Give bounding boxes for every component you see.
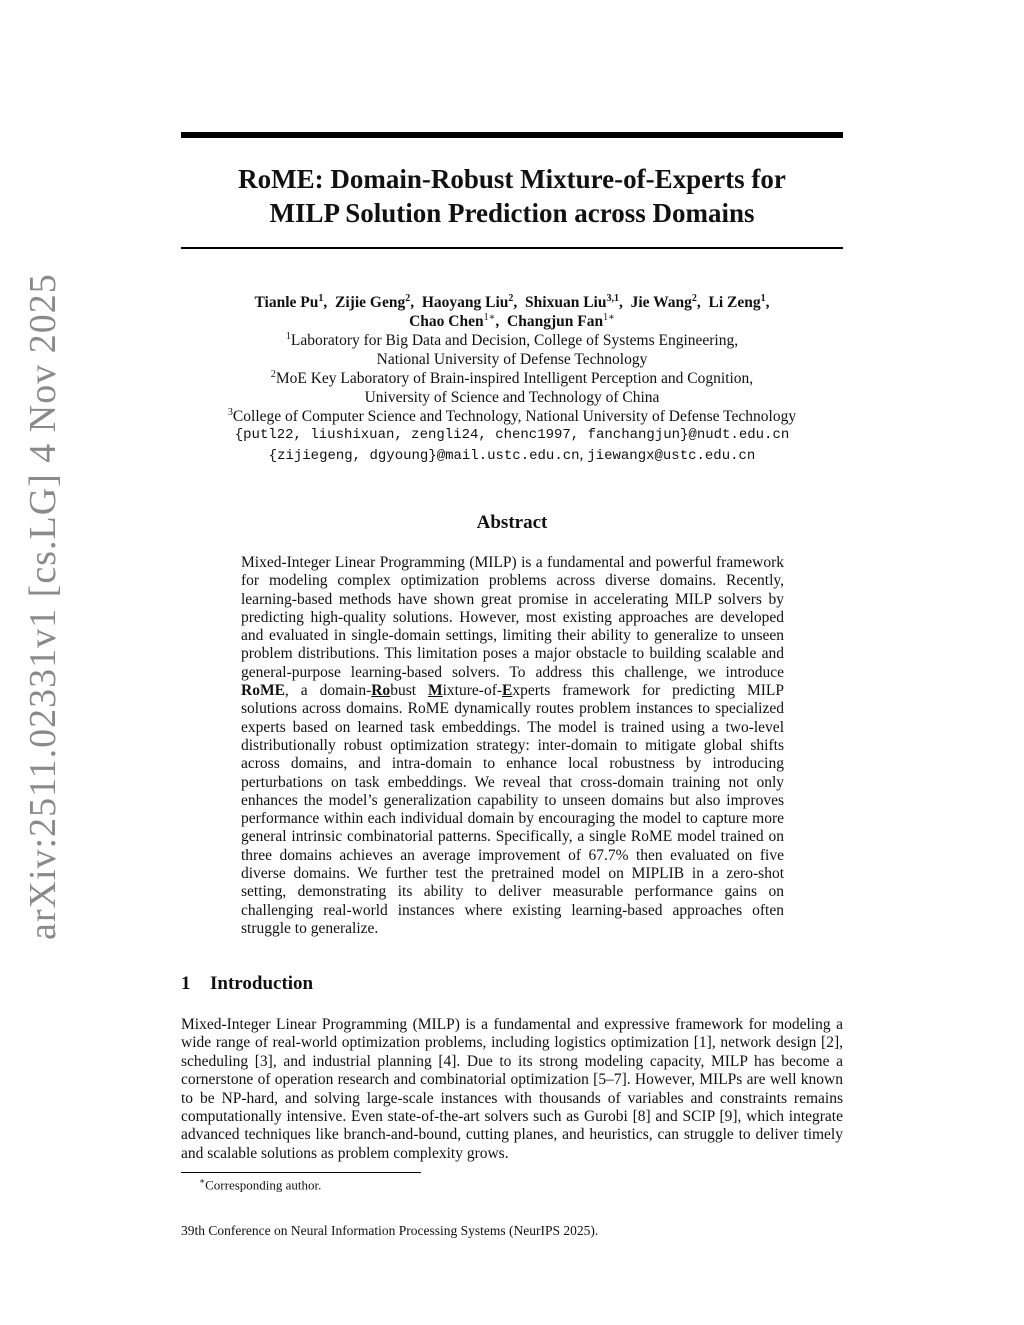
arxiv-identifier: arXiv:2511.02331v1 [cs.LG] 4 Nov 2025 <box>22 273 64 940</box>
conference-note: 39th Conference on Neural Information Processing Systems (NeurIPS 2025). <box>181 1223 599 1238</box>
affiliation-2-institution: University of Science and Technology of China <box>364 389 660 406</box>
author-name: Jie Wang <box>630 294 692 311</box>
title-line-2: MILP Solution Prediction across Domains <box>269 198 755 228</box>
affiliation-mark: 3 <box>227 406 233 418</box>
author-affiliation-mark: 2 <box>405 292 411 304</box>
introduction-body: Mixed-Integer Linear Programming (MILP) is a fundamental and expressive framework for modeling a wide range of real-world optimization problems, including logistics optimization [1], network design [2], scheduling [3], and industrial planning [4]. Due to its strong modeling capacity, MILP has become a cornerstone of operation research and combinatorial optimization [5–7]. However, MILPs are well known to be NP-hard, and solving large-scale instances with thousands of variables and constraints remains computationally intensive. Even state-of-the-art solvers such as Gurobi [8] and SCIP [9], which integrate advanced techniques like branch-and-bound, cutting planes, and heuristics, can struggle to deliver timely and scalable solutions as problem complexity grows. <box>181 1016 843 1162</box>
affiliation-1 <box>181 331 843 350</box>
title-line-1: RoME: Domain-Robust Mixture-of-Experts for <box>238 164 786 194</box>
affiliation-1-institution: National University of Defense Technology <box>376 351 648 368</box>
abstract-text-part: ixture-of- <box>442 682 503 700</box>
introduction-heading <box>181 973 313 995</box>
acronym-ro: Ro <box>371 682 391 700</box>
footnote <box>199 1176 321 1193</box>
method-name: RoME <box>241 682 285 700</box>
abstract-text-part: Mixed-Integer Linear Programming (MILP) is a fundamental and powerful framework for modeling complex optimization problems across diverse domains. Recently, learning-based methods have shown great promise in accelerating MILP solvers by predicting high-quality solutions. However, most existing approaches are developed and evaluated in single-domain settings, limiting their ability to generalize to unseen problem distributions. This limitation poses a major obstacle to building scalable and general-purpose learning-based solvers. To address this challenge, we introduce <box>241 554 784 681</box>
email-line-1[interactable]: {putl22, liushixuan, zengli24, chenc1997, fanchangjun}@nudt.edu.cn <box>234 427 790 443</box>
author-affiliation-mark: 3,1 <box>606 292 619 304</box>
author-name: Tianle Pu <box>254 294 319 311</box>
author-affiliation-mark: 2 <box>691 292 697 304</box>
paper-title <box>181 162 843 230</box>
author-affiliation-mark: 1∗ <box>483 311 496 323</box>
section-number: 1 <box>181 973 191 994</box>
email-line-2 <box>181 445 843 466</box>
author-affiliation-mark: 1 <box>760 292 766 304</box>
abstract-heading: Abstract <box>476 512 548 533</box>
acronym-m: M <box>427 682 443 700</box>
affiliation-text: MoE Key Laboratory of Brain-inspired Intelligent Perception and Cognition, <box>275 370 754 387</box>
section-title: Introduction <box>210 973 314 994</box>
acronym-e: E <box>502 682 513 700</box>
affiliation-mark: 1 <box>285 330 291 342</box>
affiliation-mark: 2 <box>270 368 276 380</box>
author-name: Shixuan Liu <box>525 294 607 311</box>
author-name: Chao Chen <box>409 313 484 330</box>
email-separator: , <box>579 446 588 463</box>
footnote-mark: ∗ <box>199 1176 206 1186</box>
abstract-text-part: xperts framework for predicting MILP solutions across domains. RoME dynamically routes problem instances to specialized experts based on learned task embeddings. The model is trained using a two-level distributionally robust optimization strategy: inter-domain to mitigate global shifts across domains, and intra-domain to enhance local robustness by introducing perturbations on task embeddings. We reveal that cross-domain training not only enhances the model’s generalization capability to unseen domains but also improves performance within each individual domain by encouraging the model to capture more general intrinsic combinatorial patterns. Specifically, a single RoME model trained on three domains achieves an average improvement of 67.7% then evaluated on five diverse domains. We further test the pretrained model on MIPLIB in a zero-shot setting, demonstrating its ability to deliver measurable performance gains on challenging real-world instances where existing learning-based approaches often struggle to generalize. <box>241 682 784 937</box>
email-jiewang[interactable]: jiewangx@ustc.edu.cn <box>587 448 756 464</box>
author-name: Li Zeng <box>708 294 761 311</box>
title-top-rule <box>181 132 843 138</box>
author-name: Haoyang Liu <box>421 294 509 311</box>
author-block <box>181 293 843 466</box>
author-name: Zijie Geng <box>335 294 406 311</box>
affiliation-text: Laboratory for Big Data and Decision, College of Systems Engineering, <box>290 332 739 349</box>
author-affiliation-mark: 2 <box>508 292 514 304</box>
author-affiliation-mark: 1 <box>318 292 324 304</box>
footnote-text: Corresponding author. <box>205 1177 322 1193</box>
affiliation-3 <box>181 407 843 426</box>
author-list-line-1: Tianle Pu$^1$, Zijie Geng$^2$, Haoyang Liu$^2$, Shixuan Liu$^{3,1}$, Jie Wang$^2$, Li Zeng$^1$, <box>254 292 770 311</box>
author-name: Changjun Fan <box>507 313 604 330</box>
author-affiliation-mark: 1∗ <box>603 311 615 323</box>
affiliation-2 <box>181 369 843 388</box>
title-bottom-rule <box>181 247 843 249</box>
abstract-body <box>241 554 784 938</box>
abstract-text-part: bust <box>390 682 428 700</box>
author-list-line-2: Chao Chen$^{1∗}$, Changjun Fan$^{1∗}$ <box>409 311 615 330</box>
affiliation-text: College of Computer Science and Technology, National University of Defense Technology <box>232 408 797 425</box>
footnote-rule <box>181 1172 421 1173</box>
email-group-ustc[interactable]: {zijiegeng, dgyoung}@mail.ustc.edu.cn <box>268 448 580 464</box>
abstract-text-part: , a domain- <box>284 682 372 700</box>
